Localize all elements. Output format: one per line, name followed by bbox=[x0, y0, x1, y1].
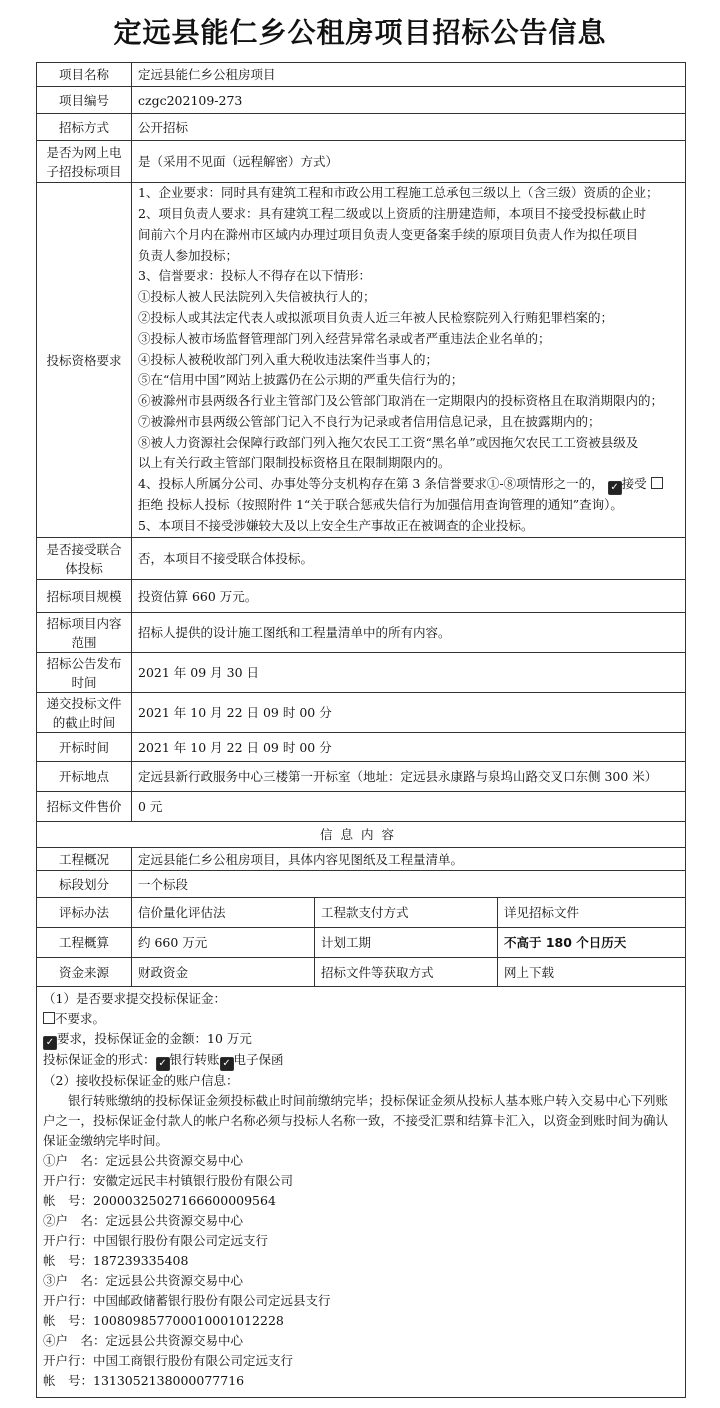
deposit-section bbox=[37, 987, 686, 1398]
opening-place: 定远县新行政服务中心三楼第一开标室（地址：定远县永康路与泉坞山路交叉口东侧 300 米） bbox=[132, 762, 686, 792]
table-row bbox=[37, 871, 686, 898]
table-row bbox=[37, 114, 686, 141]
account-number: 帐 号：100809857700010001012228 bbox=[43, 1313, 284, 1328]
opening-time: 2021 年 10 月 22 日 09 时 00 分 bbox=[132, 733, 686, 762]
table-row bbox=[37, 898, 686, 928]
deposit-option-no bbox=[37, 1009, 685, 1029]
checked-checkbox-icon: ✓ bbox=[43, 1036, 57, 1050]
requirement-line: 1、企业要求：同时具有建筑工程和市政公用工程施工总承包三级以上（含三级）资质的企业； bbox=[138, 185, 659, 201]
fund-source: 财政资金 bbox=[132, 958, 315, 987]
table-row bbox=[37, 958, 686, 987]
planned-duration: 不高于 180 个日历天 bbox=[498, 928, 686, 958]
field-label: 招标项目内容范围 bbox=[37, 613, 132, 653]
table-row bbox=[37, 538, 686, 580]
option-label: 要求，投标保证金的金额：10 万元 bbox=[57, 1031, 252, 1046]
table-row bbox=[37, 848, 686, 871]
checked-checkbox-icon: ✓ bbox=[220, 1057, 234, 1071]
project-code: czgc202109-273 bbox=[132, 87, 686, 114]
table-row bbox=[37, 792, 686, 822]
field-label: 招标方式 bbox=[37, 114, 132, 141]
tender-info-table bbox=[36, 62, 686, 1398]
field-label: 工程款支付方式 bbox=[315, 898, 498, 928]
field-label: 计划工期 bbox=[315, 928, 498, 958]
account-name: ①户 名：定远县公共资源交易中心 bbox=[43, 1153, 244, 1168]
field-label: 评标办法 bbox=[37, 898, 132, 928]
requirement-line: 以上有关行政主管部门限制投标资格且在限制期限内的。 bbox=[138, 455, 451, 471]
requirement-line: 5、本项目不接受涉嫌较大及以上安全生产事故正在被调查的企业投标。 bbox=[138, 518, 534, 534]
account-bank: 开户行：中国银行股份有限公司定远支行 bbox=[43, 1233, 269, 1248]
field-label: 开标地点 bbox=[37, 762, 132, 792]
requirement-line: 拒绝 投标人投标（按照附件 1“关于联合惩戒失信行为加强信用查询管理的通知”查询）。 bbox=[138, 497, 623, 513]
lot-division: 一个标段 bbox=[132, 871, 686, 898]
document-access: 网上下载 bbox=[498, 958, 686, 987]
project-scope: 招标人提供的设计施工图纸和工程量清单中的所有内容。 bbox=[132, 613, 686, 653]
requirement-line: ④投标人被税收部门列入重大税收违法案件当事人的； bbox=[138, 351, 439, 367]
field-label: 开标时间 bbox=[37, 733, 132, 762]
project-scale: 投资估算 660 万元。 bbox=[132, 580, 686, 613]
qualification-requirements bbox=[132, 183, 686, 538]
evaluation-method: 信价量化评估法 bbox=[132, 898, 315, 928]
account-name: ④户 名：定远县公共资源交易中心 bbox=[43, 1333, 244, 1348]
table-row bbox=[37, 613, 686, 653]
requirement-line: 3、信誉要求：投标人不得存在以下情形： bbox=[138, 268, 371, 284]
unchecked-checkbox-icon bbox=[651, 477, 663, 489]
field-label: 标段划分 bbox=[37, 871, 132, 898]
deposit-option-yes bbox=[37, 1029, 685, 1050]
account-name: ③户 名：定远县公共资源交易中心 bbox=[43, 1273, 244, 1288]
project-name: 定远县能仁乡公租房项目 bbox=[132, 63, 686, 87]
table-row bbox=[37, 87, 686, 114]
field-label: 递交投标文件的截止时间 bbox=[37, 693, 132, 733]
deposit-description: 银行转账缴纳的投标保证金须投标截止时间前缴纳完毕；投标保证金须从投标人基本账户转入交易中心下列账户之一，投标保证金付款人的帐户名称必须与投标人名称一致，不接受汇票和结算卡汇入，以资金到账时间为确认保证金缴纳完毕时间。 bbox=[43, 1093, 669, 1148]
project-overview: 定远县能仁乡公租房项目，具体内容见图纸及工程量清单。 bbox=[132, 848, 686, 871]
requirement-line: ⑥被滁州市县两级各行业主管部门及公管部门取消在一定期限内的投标资格且在取消期限内的； bbox=[138, 393, 664, 409]
account-question: （2）接收投标保证金的账户信息： bbox=[43, 1073, 239, 1088]
page-title: 定远县能仁乡公租房项目招标公告信息 bbox=[113, 16, 607, 49]
table-row bbox=[37, 653, 686, 693]
table-row bbox=[37, 141, 686, 183]
table-row bbox=[37, 693, 686, 733]
requirement-line: ①投标人被人民法院列入失信被执行人的； bbox=[138, 289, 376, 305]
table-row bbox=[37, 928, 686, 958]
field-label: 招标文件售价 bbox=[37, 792, 132, 822]
account-bank: 开户行：安徽定远民丰村镇银行股份有限公司 bbox=[43, 1173, 294, 1188]
payment-method: 详见招标文件 bbox=[498, 898, 686, 928]
field-label: 招标项目规模 bbox=[37, 580, 132, 613]
joint-bid: 否，本项目不接受联合体投标。 bbox=[132, 538, 686, 580]
field-label: 招标文件等获取方式 bbox=[315, 958, 498, 987]
field-label: 资金来源 bbox=[37, 958, 132, 987]
deposit-form bbox=[37, 1050, 685, 1071]
requirement-line-4 bbox=[138, 474, 679, 495]
requirement-line: ②投标人或其法定代表人或拟派项目负责人近三年被人民检察院列入行贿犯罪档案的； bbox=[138, 309, 614, 325]
option-label: 电子保函 bbox=[233, 1052, 284, 1067]
field-label: 是否为网上电子招投标项目 bbox=[37, 141, 132, 183]
document-price: 0 元 bbox=[132, 792, 686, 822]
section-heading: 信息内容 bbox=[37, 822, 686, 848]
account-bank: 开户行：中国工商银行股份有限公司定远支行 bbox=[43, 1353, 294, 1368]
requirement-text: 4、投标人所属分公司、办事处等分支机构存在第 3 条信誉要求①-⑧项情形之一的， bbox=[138, 476, 604, 492]
requirement-line: 2、项目负责人要求：具有建筑工程二级或以上资质的注册建造师，本项目不接受投标截止时 bbox=[138, 205, 646, 221]
project-budget: 约 660 万元 bbox=[132, 928, 315, 958]
table-row bbox=[37, 822, 686, 848]
requirement-line: 负责人参加投标； bbox=[138, 247, 239, 263]
publish-date: 2021 年 09 月 30 日 bbox=[132, 653, 686, 693]
table-row bbox=[37, 733, 686, 762]
requirement-line: ⑦被滁州市县两级公管部门记入不良行为记录或者信用信息记录，且在披露期内的； bbox=[138, 413, 601, 429]
field-label: 招标公告发布时间 bbox=[37, 653, 132, 693]
unchecked-checkbox-icon bbox=[43, 1012, 55, 1024]
account-number: 帐 号：1313052138000077716 bbox=[43, 1373, 245, 1388]
table-row bbox=[37, 183, 686, 538]
table-row bbox=[37, 580, 686, 613]
checked-checkbox-icon: ✓ bbox=[156, 1057, 170, 1071]
accept-label: 接受 bbox=[621, 476, 647, 492]
table-row bbox=[37, 63, 686, 87]
option-label: 不要求。 bbox=[55, 1011, 106, 1026]
requirement-line: ⑧被人力资源社会保障行政部门列入拖欠农民工工资“黑名单”或因拖欠农民工工资被县级及 bbox=[138, 434, 639, 450]
account-number: 帐 号：187239335408 bbox=[43, 1253, 189, 1268]
online-tender: 是（采用不见面（远程解密）方式） bbox=[132, 141, 686, 183]
field-label: 是否接受联合体投标 bbox=[37, 538, 132, 580]
tender-method: 公开招标 bbox=[132, 114, 686, 141]
requirement-line: ③投标人被市场监督管理部门列入经营异常名录或者严重违法企业名单的； bbox=[138, 330, 551, 346]
requirement-line: 间前六个月内在滁州市区域内办理过项目负责人变更备案手续的原项目负责人作为拟任项目 bbox=[138, 226, 639, 242]
account-bank: 开户行：中国邮政储蓄银行股份有限公司定远县支行 bbox=[43, 1293, 331, 1308]
field-label: 项目名称 bbox=[37, 63, 132, 87]
table-row bbox=[37, 987, 686, 1398]
table-row bbox=[37, 762, 686, 792]
account-number: 帐 号：20000325027166600009564 bbox=[43, 1193, 276, 1208]
field-label: 投标资格要求 bbox=[37, 183, 132, 538]
field-label: 工程概况 bbox=[37, 848, 132, 871]
form-label: 投标保证金的形式： bbox=[43, 1052, 156, 1067]
deposit-question: （1）是否要求提交投标保证金： bbox=[43, 991, 226, 1006]
submission-deadline: 2021 年 10 月 22 日 09 时 00 分 bbox=[132, 693, 686, 733]
field-label: 工程概算 bbox=[37, 928, 132, 958]
field-label: 项目编号 bbox=[37, 87, 132, 114]
requirement-line: ⑤在“信用中国”网站上披露仍在公示期的严重失信行为的； bbox=[138, 372, 464, 388]
account-name: ②户 名：定远县公共资源交易中心 bbox=[43, 1213, 244, 1228]
checked-checkbox-icon: ✓ bbox=[608, 481, 622, 495]
option-label: 银行转账 bbox=[169, 1052, 220, 1067]
